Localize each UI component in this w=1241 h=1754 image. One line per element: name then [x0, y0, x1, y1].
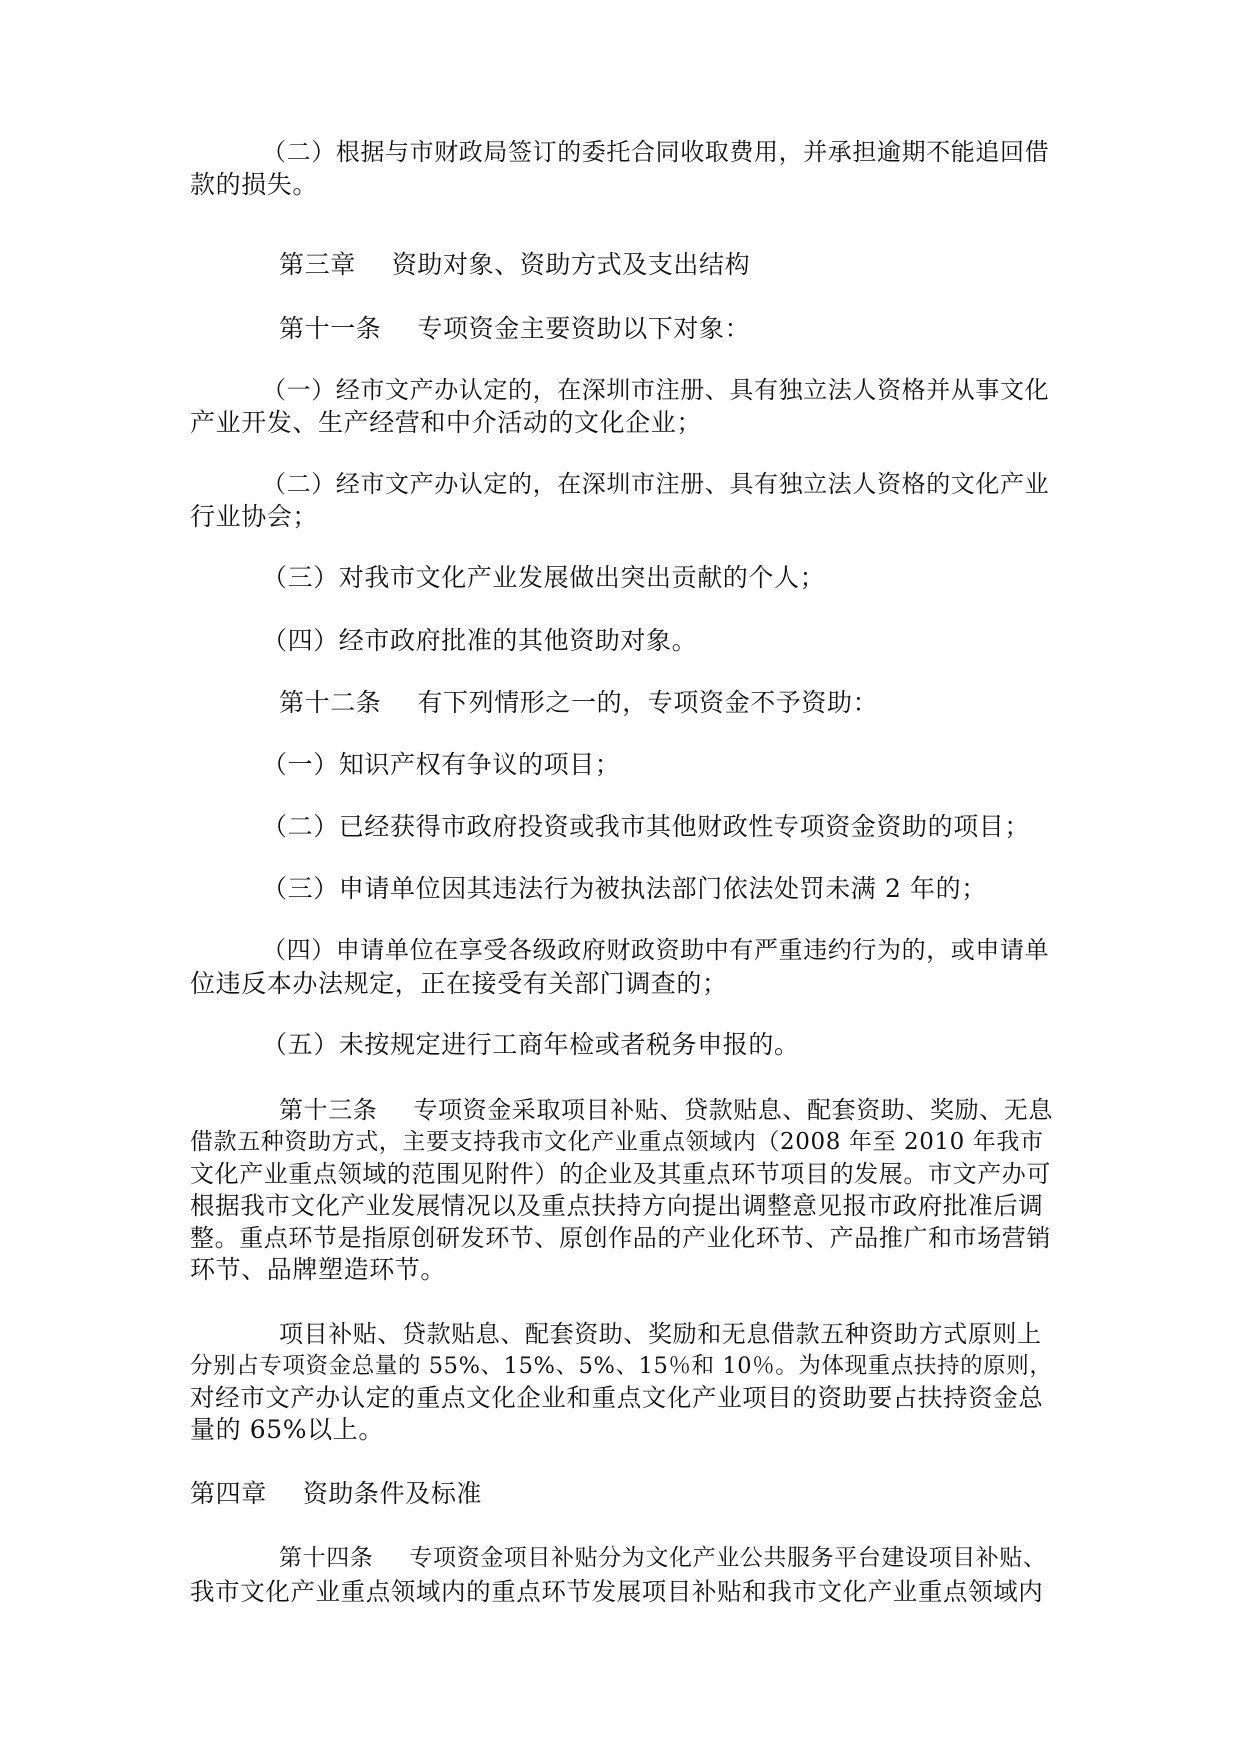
paragraph-line: 量的 65%以上。 — [190, 1415, 384, 1444]
paragraph-line: 项目补贴、贷款贴息、配套资助、奖励和无息借款五种资助方式原则上 — [279, 1320, 1042, 1348]
article-number: 第十四条 — [279, 1545, 374, 1571]
paragraph-line: 对经市文产办认定的重点文化企业和重点文化产业项目的资助要占扶持资金总 — [190, 1383, 1044, 1412]
article-number: 第十二条 — [279, 688, 382, 717]
article-11-heading — [279, 314, 750, 344]
list-item-line: （二）经市文产办认定的，在深圳市注册、具有独立法人资格的文化产业 — [262, 470, 1050, 498]
chapter-title: 资助对象、资助方式及支出结构 — [391, 250, 751, 279]
article-text: 专项资金采取项目补贴、贷款贴息、配套资助、奖励、无息 — [413, 1096, 1054, 1124]
list-item-line: （四）经市政府批准的其他资助对象。 — [262, 626, 698, 655]
list-item-line: （五）未按规定进行工商年检或者税务申报的。 — [262, 1030, 800, 1059]
paragraph-line: 整。重点环节是指原创研发环节、原创作品的产业化环节、产品推广和市场营销 — [190, 1224, 1051, 1252]
article-number: 第十三条 — [279, 1096, 378, 1124]
chapter-3-heading — [279, 250, 750, 280]
article-number: 第十一条 — [279, 314, 382, 343]
article-text: 专项资金主要资助以下对象： — [417, 314, 751, 343]
list-item-line: 产业开发、生产经营和中介活动的文化企业； — [190, 408, 703, 437]
list-item-line: （一）知识产权有争议的项目； — [262, 750, 621, 779]
list-item-line: （三）对我市文化产业发展做出突出贡献的个人； — [262, 563, 826, 592]
article-text: 专项资金项目补贴分为文化产业公共服务平台建设项目补贴、 — [409, 1545, 1047, 1571]
list-item-line: 行业协会； — [190, 502, 319, 531]
article-text: 有下列情形之一的，专项资金不予资助： — [417, 688, 879, 717]
list-item-line: 位违反本办法规定，正在接受有关部门调查的； — [190, 969, 728, 998]
paragraph-line: 环节、品牌塑造环节。 — [190, 1255, 447, 1284]
paragraph-line: （二）根据与市财政局签订的委托合同收取费用，并承担逾期不能追回借 — [262, 138, 1050, 166]
paragraph-line: 分别占专项资金总量的 55%、15%、5%、15％和 10％。为体现重点扶持的原则， — [190, 1353, 1053, 1379]
list-item-line: （三）申请单位因其违法行为被执法部门依法处罚未满 2 年的； — [262, 874, 987, 903]
chapter-number: 第四章 — [190, 1479, 267, 1508]
chapter-4-heading — [190, 1479, 482, 1509]
article-14-heading — [279, 1543, 1047, 1573]
paragraph-line: 款的损失。 — [190, 170, 319, 199]
list-item-line: （四）申请单位在享受各级政府财政资助中有严重违约行为的，或申请单 — [262, 936, 1050, 964]
paragraph-line: 根据我市文化产业发展情况以及重点扶持方向提出调整意见报市政府批准后调 — [190, 1191, 1044, 1220]
article-13-heading — [279, 1095, 1053, 1125]
list-item-line: （二）已经获得市政府投资或我市其他财政性专项资金资助的项目； — [262, 812, 1031, 841]
paragraph-line: 借款五种资助方式，主要支持我市文化产业重点领域内（2008 年至 2010 年我市 — [190, 1129, 1044, 1155]
chapter-number: 第三章 — [279, 250, 356, 279]
paragraph-line: 我市文化产业重点领域内的重点环节发展项目补贴和我市文化产业重点领域内 — [190, 1577, 1044, 1606]
paragraph-line: 文化产业重点领域的范围见附件）的企业及其重点环节项目的发展。市文产办可 — [190, 1160, 1051, 1188]
list-item-line: （一）经市文产办认定的，在深圳市注册、具有独立法人资格并从事文化 — [262, 376, 1050, 404]
article-12-heading — [279, 688, 878, 718]
chapter-title: 资助条件及标准 — [302, 1479, 483, 1508]
